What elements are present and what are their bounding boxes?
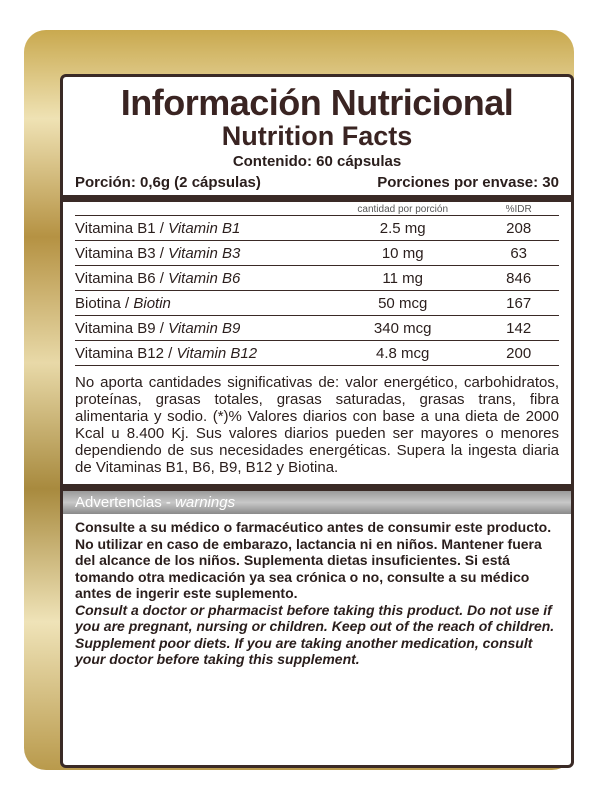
nutrient-idr: 63	[478, 241, 559, 266]
nutrient-name-en: Vitamin B12	[176, 344, 258, 362]
nutrient-table	[75, 202, 559, 366]
nutrient-name-es: Biotina /	[75, 294, 134, 312]
warnings-heading-es: Advertencias -	[75, 494, 176, 511]
nutrient-name-en: Vitamin B6	[168, 269, 241, 287]
nutrient-amount: 4.8 mcg	[327, 341, 478, 366]
table-row	[75, 291, 559, 316]
nutrient-name	[75, 241, 327, 266]
nutrient-name	[75, 341, 327, 366]
warnings-heading-en: warnings	[175, 494, 236, 511]
table-row	[75, 241, 559, 266]
warnings-text-en: Consult a doctor or pharmacist before taking this product. Do not use if you are pregnant, nursing or children. Keep out of the reach of children. Supplement poor diets. If you are taking another medication, consult your doctor before taking this supplement.	[75, 601, 555, 667]
col-name-header	[75, 202, 327, 216]
nutrient-name-es: Vitamina B9 /	[75, 319, 169, 337]
nutrient-name-es: Vitamina B3 /	[75, 244, 169, 262]
warnings-heading	[63, 484, 571, 514]
nutrient-amount: 11 mg	[327, 266, 478, 291]
nutrient-idr: 846	[478, 266, 559, 291]
nutrient-name	[75, 216, 327, 241]
col-idr-header: %IDR	[478, 202, 559, 216]
gold-frame	[24, 30, 574, 770]
warnings-text-es: Consulte a su médico o farmacéutico antes de consumir este producto. No utilizar en caso de embarazo, lactancia ni en niños. Mantener fuera del alcance de los niños. Suplementa dietas insuficientes. Si está tomando otra medicación ya sea crónica o no, consulte a su médico antes de ingerir este suplemento.	[75, 519, 552, 601]
contenido-text: Contenido: 60 cápsulas	[232, 153, 402, 170]
nutrient-name	[75, 291, 327, 316]
nutrient-name-es: Vitamina B1 /	[75, 219, 169, 237]
warnings-body	[75, 514, 559, 668]
nutrient-idr: 200	[478, 341, 559, 366]
nutrient-name-es: Vitamina B6 /	[75, 269, 169, 287]
table-row	[75, 316, 559, 341]
nutrition-note: No aporta cantidades significativas de: valor energético, carbohidratos, proteínas, grasas totales, grasas saturadas, grasas trans, fibra alimentaria y sodio. (*)% Valores diarios con base a una dieta de 2000 Kcal u 8.400 Kj. Sus valores diarios pueden ser mayores o menores dependiendo de sus necesidades energéticas. Supera la ingesta diaria de Vitaminas B1, B6, B9, B12 y Biotina.	[75, 374, 559, 476]
nutrient-amount: 340 mcg	[327, 316, 478, 341]
nutrient-amount: 10 mg	[327, 241, 478, 266]
nutrient-name-en: Vitamin B1	[168, 219, 241, 237]
porcion-row	[63, 171, 571, 202]
nutrient-idr: 208	[478, 216, 559, 241]
table-row	[75, 341, 559, 366]
nutrient-name-en: Vitamin B9	[168, 319, 241, 337]
porcion-text: Porción: 0,6g (2 cápsulas)	[75, 174, 261, 191]
nutrition-label	[60, 74, 574, 768]
nutrient-name-en: Vitamin B3	[168, 244, 241, 262]
nutrient-name-en: Biotin	[133, 294, 171, 312]
porciones-envase-text: Porciones por envase: 30	[377, 174, 559, 191]
table-header-row	[75, 202, 559, 216]
nutrient-name	[75, 316, 327, 341]
nutrient-name-es: Vitamina B12 /	[75, 344, 177, 362]
label-title: Información Nutricional	[120, 82, 514, 123]
nutrient-name	[75, 266, 327, 291]
nutrient-idr: 167	[478, 291, 559, 316]
nutrient-idr: 142	[478, 316, 559, 341]
nutrient-amount: 2.5 mg	[327, 216, 478, 241]
table-row	[75, 266, 559, 291]
col-amount-header: cantidad por porción	[327, 202, 478, 216]
table-row	[75, 216, 559, 241]
label-subtitle: Nutrition Facts	[221, 121, 413, 151]
nutrient-amount: 50 mcg	[327, 291, 478, 316]
